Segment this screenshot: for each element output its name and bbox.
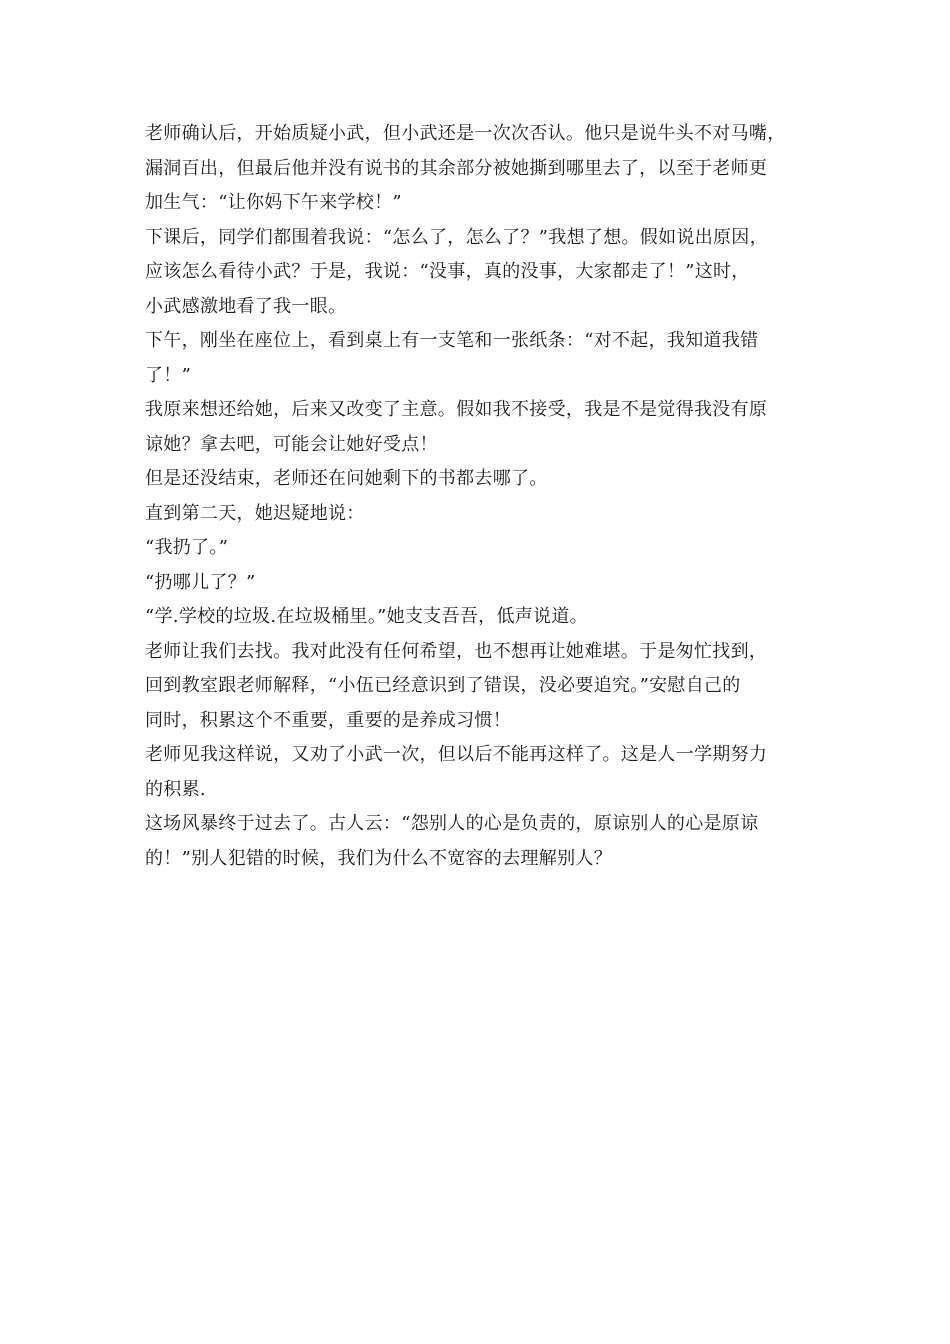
- text-line: 的积累.: [145, 778, 206, 800]
- text-line: 漏洞百出，但最后他并没有说书的其余部分被她撕到哪里去了，以至于老师更: [145, 157, 768, 179]
- text-line: 回到教室跟老师解释，“小伍已经意识到了错误，没必要追究。”安慰自己的: [145, 675, 741, 696]
- text-line: 这场风暴终于过去了。古人云：“怨别人的心是负责的，原谅别人的心是原谅: [145, 813, 759, 834]
- text-line: 下午，刚坐在座位上，看到桌上有一支笔和一张纸条：“对不起，我知道我错: [145, 330, 759, 351]
- text-line: 老师让我们去找。我对此没有任何希望，也不想再让她难堪。于是匆忙找到，: [145, 640, 768, 662]
- text-line: “学.学校的垃圾.在垃圾桶里。”她支支吾吾，低声说道。: [145, 606, 588, 627]
- text-line: “我扔了。”: [145, 537, 229, 558]
- text-line: 老师确认后，开始质疑小武，但小武还是一次次否认。他只是说牛头不对马嘴，: [145, 123, 786, 144]
- text-line: “扔哪儿了？”: [145, 571, 256, 593]
- text-line: 但是还没结束，老师还在问她剩下的书都去哪了。: [145, 468, 548, 489]
- text-line: 加生气：“让你妈下午来学校！”: [145, 192, 402, 213]
- text-line: 了！”: [145, 364, 192, 386]
- document-body: [145, 117, 815, 876]
- text-line: 谅她？拿去吧，可能会让她好受点！: [145, 433, 438, 455]
- text-line: 小武感激地看了我一眼。: [145, 295, 347, 317]
- text-line: 应该怎么看待小武？于是，我说：“没事，真的没事，大家都走了！”这时，: [145, 261, 750, 282]
- text-line: 下课后，同学们都围着我说：“怎么了，怎么了？”我想了想。假如说出原因，: [145, 226, 768, 248]
- text-line: 老师见我这样说，又劝了小武一次，但以后不能再这样了。这是人一学期努力: [145, 744, 768, 765]
- text-line: 的！”别人犯错的时候，我们为什么不宽容的去理解别人？: [145, 847, 612, 869]
- text-line: 直到第二天，她迟疑地说：: [145, 502, 365, 524]
- text-line: 我原来想还给她，后来又改变了主意。假如我不接受，我是不是觉得我没有原: [145, 399, 768, 420]
- text-line: 同时，积累这个不重要，重要的是养成习惯！: [145, 709, 511, 731]
